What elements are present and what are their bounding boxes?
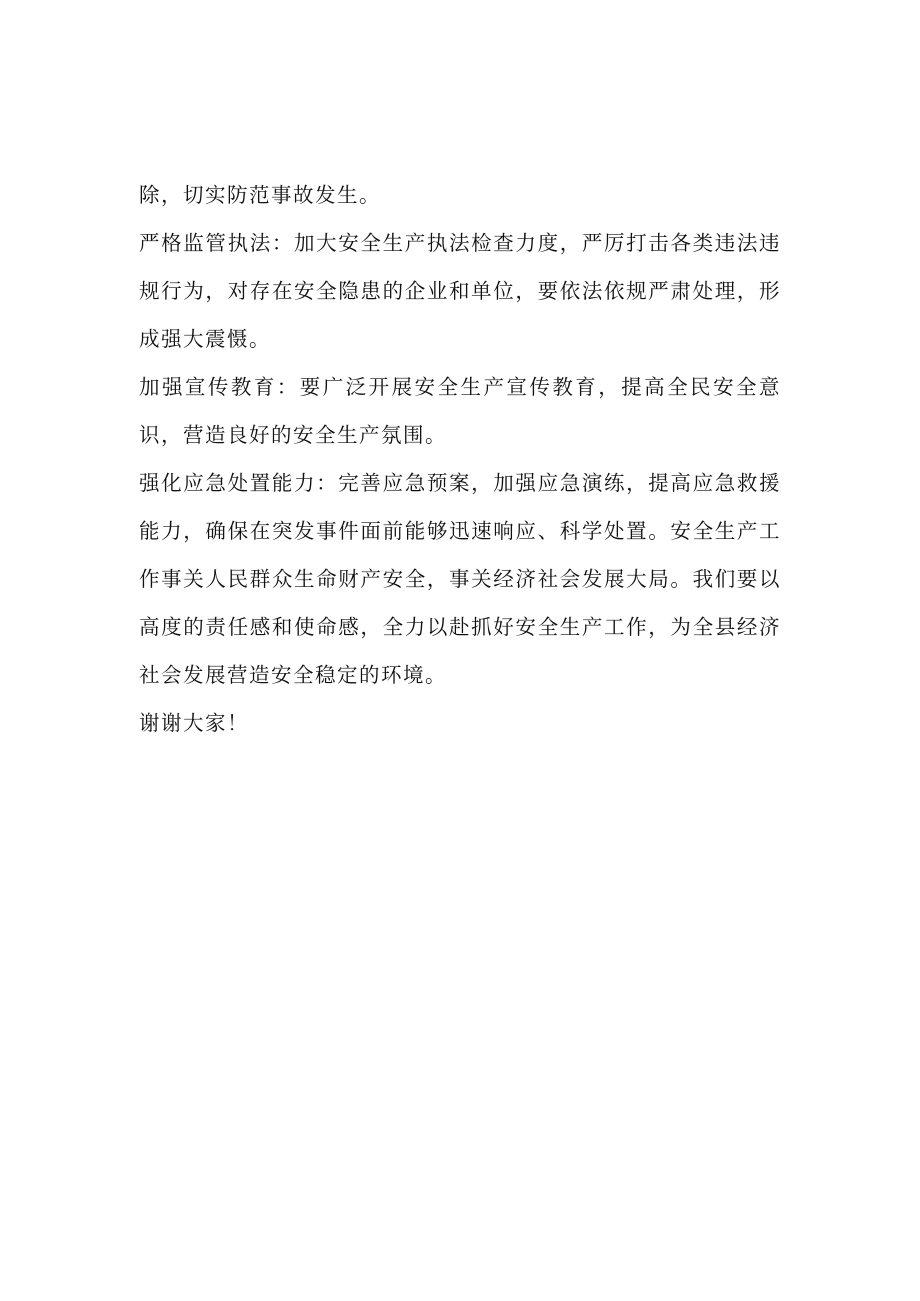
paragraph-strict-enforcement: 严格监管执法：加大安全生产执法检查力度，严厉打击各类违法违规行为，对存在安全隐患的企业和单位，要依法依规严肃处理，形成强大震慑。 (139, 231, 781, 351)
paragraph-closing-thanks: 谢谢大家！ (139, 711, 249, 735)
paragraph-publicity-education: 加强宣传教育：要广泛开展安全生产宣传教育，提高全民安全意识，营造良好的安全生产氛围。 (139, 375, 781, 447)
paragraph-continuation: 除，切实防范事故发生。 (139, 183, 381, 207)
paragraph-emergency-response: 强化应急处置能力：完善应急预案，加强应急演练，提高应急救援能力，确保在突发事件面前能够迅速响应、科学处置。安全生产工作事关人民群众生命财产安全，事关经济社会发展大局。我们要以高度的责任感和使命感，全力以赴抓好安全生产工作，为全县经济社会发展营造安全稳定的环境。 (139, 471, 781, 687)
document-body (139, 171, 781, 747)
